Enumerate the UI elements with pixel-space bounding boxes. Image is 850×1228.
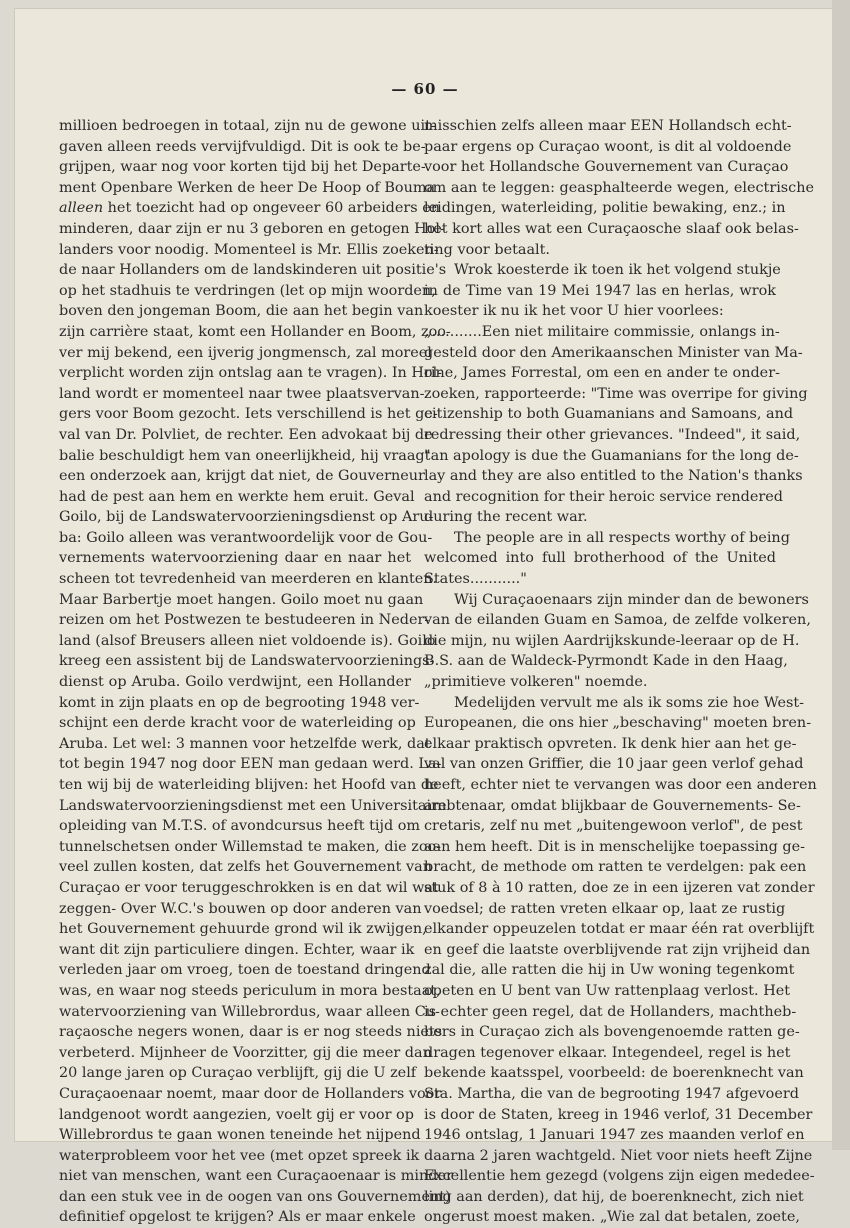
text-line: rine, James Forrestal, om een en ander te onder-	[424, 365, 780, 382]
text-line: leidingen, waterleiding, politie bewaking, enz.; in	[424, 200, 786, 217]
page-number: — 60 —	[391, 80, 459, 98]
text-line: landgenoot wordt aangezien, voelt gij er voor op	[59, 1106, 414, 1123]
text-line: Willebrordus te gaan wonen teneinde het nijpend	[59, 1127, 421, 1144]
text-line: vernements watervoorziening daar en naar het	[59, 550, 411, 567]
text-line: het kort alles wat een Curaçaosche slaaf ook belas-	[424, 220, 799, 237]
text-line: zeggen- Over W.C.'s bouwen op door anderen van	[59, 900, 422, 917]
text-line: Sta. Martha, die van de begrooting 1947 afgevoerd	[424, 1085, 799, 1102]
text-line: Goilo, bij de Landswatervoorzieningsdienst op Aru-	[59, 509, 434, 526]
text-line: raçaosche negers wonen, daar is er nog steeds niets	[59, 1024, 443, 1041]
text-line: watervoorziening van Willebrordus, waar alleen Cu-	[59, 1003, 440, 1020]
text-line: ver mij bekend, een ijverig jongmensch, zal moreel	[59, 344, 432, 361]
text-line: boven den jongeman Boom, die aan het begin van	[59, 303, 424, 320]
text-line: ongerust moest maken. „Wie zal dat betalen, zoete,	[424, 1209, 800, 1226]
text-line: B.S. aan de Waldeck-Pyrmondt Kade in den Haag,	[424, 653, 788, 670]
emphasis: alleen	[59, 200, 104, 217]
text-line: val van Dr. Polvliet, de rechter. Een advokaat bij de	[59, 426, 433, 443]
text-line: minderen, daar zijn er nu 3 geboren en getogen Hol-	[59, 220, 445, 237]
text-line: want dit zijn particuliere dingen. Echter, waar ik	[59, 941, 415, 958]
text-line: land (alsof Breusers alleen niet voldoende is). Goilo	[59, 632, 436, 649]
text-line: ambtenaar, omdat blijkbaar de Gouvernements- Se-	[424, 797, 801, 814]
text-line: het Gouvernement gehuurde grond wil ik zwijgen,	[59, 921, 427, 938]
text-line: millioen bedroegen in totaal, zijn nu de gewone uit-	[59, 118, 436, 134]
text-line: en geef die laatste overblijvende rat zijn vrijheid dan	[424, 941, 811, 958]
text-line: tot begin 1947 nog door EEN man gedaan werd. La-	[59, 756, 442, 773]
text-line: schijnt een derde kracht voor de waterleiding op	[59, 715, 416, 732]
text-line: Wij Curaçaoenaars zijn minder dan de bewoners	[454, 591, 809, 608]
text-line: zal die, alle ratten die hij in Uw woning tegenkomt	[424, 962, 795, 979]
text-line: elkander oppeuzelen totdat er maar één rat overblijft	[424, 921, 815, 938]
text-line: ment Openbare Werken de heer De Hoop of Bouma	[59, 179, 436, 196]
text-line: om aan te leggen: geasphalteerde wegen, electrische	[424, 179, 815, 196]
text-line: 1946 ontslag, 1 Januari 1947 zes maanden verlof en	[424, 1127, 805, 1144]
text-line: gesteld door den Amerikaanschen Minister van Ma-	[424, 344, 803, 361]
text-line: daarna 2 jaren wachtgeld. Niet voor niets heeft Zijne	[424, 1147, 813, 1164]
text-line: was, en waar nog steeds periculum in mora bestaat,	[59, 982, 441, 999]
text-line: voor het Hollandsche Gouvernement van Curaçao	[424, 159, 789, 176]
text-line: misschien zelfs alleen maar EEN Hollandsch echt-	[424, 118, 792, 134]
text-line: 20 lange jaren op Curaçao verblijft, gij die U zelf	[59, 1065, 417, 1082]
text-line: Curaçaoenaar noemt, maar door de Hollanders voor	[59, 1085, 442, 1102]
text-line: Curaçao er voor teruggeschrokken is en dat wil wat	[59, 879, 439, 896]
left-text-column	[59, 116, 453, 1228]
text-line: Europeanen, die ons hier „beschaving" moeten bren-	[424, 715, 812, 732]
text-line: „...........Een niet militaire commissie, onlangs in-	[424, 323, 780, 340]
text-line: is door de Staten, kreeg in 1946 verlof, 31 December	[424, 1106, 813, 1123]
text-line: verplicht worden zijn ontslag aan te vragen). In Hol-	[59, 365, 443, 382]
text-line: Medelijden vervult me als ik soms zie hoe West-	[454, 694, 804, 711]
text-line: States..........."	[424, 571, 527, 588]
text-line: land wordt er momenteel naar twee plaatsvervan-	[59, 385, 425, 402]
text-line: een onderzoek aan, krijgt dat niet, de Gouverneur	[59, 468, 425, 485]
text-line: Wrok koesterde ik toen ik het volgend stukje	[454, 262, 781, 279]
text-line: cretaris, zelf nu met „buitengewoon verlof", de pest	[424, 818, 803, 835]
text-line: and recognition for their heroic service rendered	[424, 488, 784, 505]
text-line: elkaar praktisch opvreten. Ik denk hier aan het ge-	[424, 735, 797, 752]
text-line: gers voor Boom gezocht. Iets verschillend is het ge-	[59, 406, 438, 423]
text-line: gaven alleen reeds vervijfvuldigd. Dit is ook te be-	[59, 138, 426, 155]
text-line: Aruba. Let wel: 3 mannen voor hetzelfde werk, dat	[59, 735, 431, 752]
text-line: during the recent war.	[424, 509, 588, 526]
text-line: balie beschuldigt hem van oneerlijkheid, hij vraagt	[59, 447, 431, 464]
text-line: redressing their other grievances. "Indeed", it said,	[424, 426, 801, 443]
text-line: had de pest aan hem en werkte hem eruit. Geval	[59, 488, 415, 505]
text-line: verleden jaar om vroeg, toen de toestand dringend	[59, 962, 431, 979]
text-line: zijn carrière staat, komt een Hollander en Boom, zoo-	[59, 323, 451, 340]
text-line: scheen tot tevredenheid van meerderen en klanten.	[59, 571, 438, 588]
text-line: „primitieve volkeren" noemde.	[424, 674, 648, 691]
text-line: Landswatervoorzieningsdienst met een Universitaire	[59, 797, 447, 814]
text-line: veel zullen kosten, dat zelfs het Gouvernement van	[59, 859, 433, 876]
text-line: dragen tegenover elkaar. Integendeel, regel is het	[424, 1044, 791, 1061]
text-line: aan hem heeft. Dit is in menschelijke toepassing ge-	[424, 838, 805, 855]
text-line: lay and they are also entitled to the Nation's thanks	[424, 468, 803, 485]
text-line: Maar Barbertje moet hangen. Goilo moet nu gaan	[59, 591, 424, 608]
text-line: grijpen, waar nog voor korten tijd bij het Departe-	[59, 159, 426, 176]
text-line: waterprobleem voor het vee (met opzet spreek ik	[59, 1147, 420, 1164]
text-line: kreeg een assistent bij de Landswatervoorzienings-	[59, 653, 435, 670]
scan-edge	[832, 0, 850, 1150]
text-line: de naar Hollanders om de landskinderen uit positie's	[59, 262, 447, 279]
text-line: opeten en U bent van Uw rattenplaag verlost. Het	[424, 982, 791, 999]
text-line: bracht, de methode om ratten te verdelgen: pak een	[424, 859, 807, 876]
text-line: definitief opgelost te krijgen? Als er maar enkele	[59, 1209, 416, 1226]
text-line: bekende kaatsspel, voorbeeld: de boerenknecht van	[424, 1065, 804, 1082]
text-line: niet van menschen, want een Curaçaoenaar is minder	[59, 1168, 453, 1185]
text-line: tunnelschetsen onder Willemstad te maken, die zoo-	[59, 838, 442, 855]
text-line: in de Time van 19 Mei 1947 las en herlas, wrok	[424, 282, 776, 299]
text-line: op het stadhuis te verdringen (let op mijn woorden,	[59, 282, 436, 299]
text-line: heeft, echter niet te vervangen was door een anderen	[424, 777, 817, 793]
text-line: verbeterd. Mijnheer de Voorzitter, gij die meer dan	[59, 1044, 432, 1061]
text-line: die mijn, nu wijlen Aardrijkskunde-leeraar op de H.	[424, 632, 800, 649]
text-line: komt in zijn plaats en op de begrooting 1948 ver-	[59, 694, 420, 711]
text-line: citizenship to both Guamanians and Samoans, and	[424, 406, 794, 423]
text-line: dienst op Aruba. Goilo verdwijnt, een Hollander	[59, 674, 411, 691]
text-line: val van onzen Griffier, die 10 jaar geen verlof gehad	[424, 756, 804, 773]
text-line: koester ik nu ik het voor U hier voorlees:	[424, 303, 724, 320]
text-line: zoeken, rapporteerde: "Time was overripe for giving	[424, 385, 808, 402]
text-line: welcomed into full brotherhood of the United	[424, 550, 776, 567]
text-line: bers in Curaçao zich als bovengenoemde ratten ge-	[424, 1024, 800, 1041]
text-line: voedsel; de ratten vreten elkaar op, laat ze rustig	[424, 900, 786, 917]
text-line: ba: Goilo alleen was verantwoordelijk voor de Gou-	[59, 529, 433, 546]
text-line: dan een stuk vee in de oogen van ons Gouvernement)	[59, 1188, 451, 1205]
text-line: ten wij bij de waterleiding blijven: het Hoofd van de	[59, 777, 439, 793]
text-line: "an apology is due the Guamanians for the long de-	[424, 447, 799, 464]
text-line: ting voor betaalt.	[424, 241, 550, 258]
text-line: ling aan derden), dat hij, de boerenknecht, zich niet	[424, 1188, 804, 1205]
text-line: Excellentie hem gezegd (volgens zijn eigen mededee-	[424, 1168, 815, 1185]
text-line: stuk of 8 à 10 ratten, doe ze in een ijzeren vat zonder	[424, 879, 815, 896]
text-line: landers voor noodig. Momenteel is Mr. Ellis zoeken-	[59, 241, 439, 258]
text-line: opleiding van M.T.S. of avondcursus heeft tijd om	[59, 818, 421, 835]
text-line: The people are in all respects worthy of being	[454, 529, 790, 546]
right-text-column	[424, 116, 817, 1228]
text-line: reizen om het Postwezen te bestudeeren in Neder-	[59, 612, 430, 629]
text-line: alleen het toezicht had op ongeveer 60 arbeiders en	[59, 200, 441, 217]
text-line: van de eilanden Guam en Samoa, de zelfde volkeren,	[424, 612, 811, 629]
text-line: paar ergens op Curaçao woont, is dit al voldoende	[424, 138, 792, 155]
text-line: is echter geen regel, dat de Hollanders, machtheb-	[424, 1003, 797, 1020]
